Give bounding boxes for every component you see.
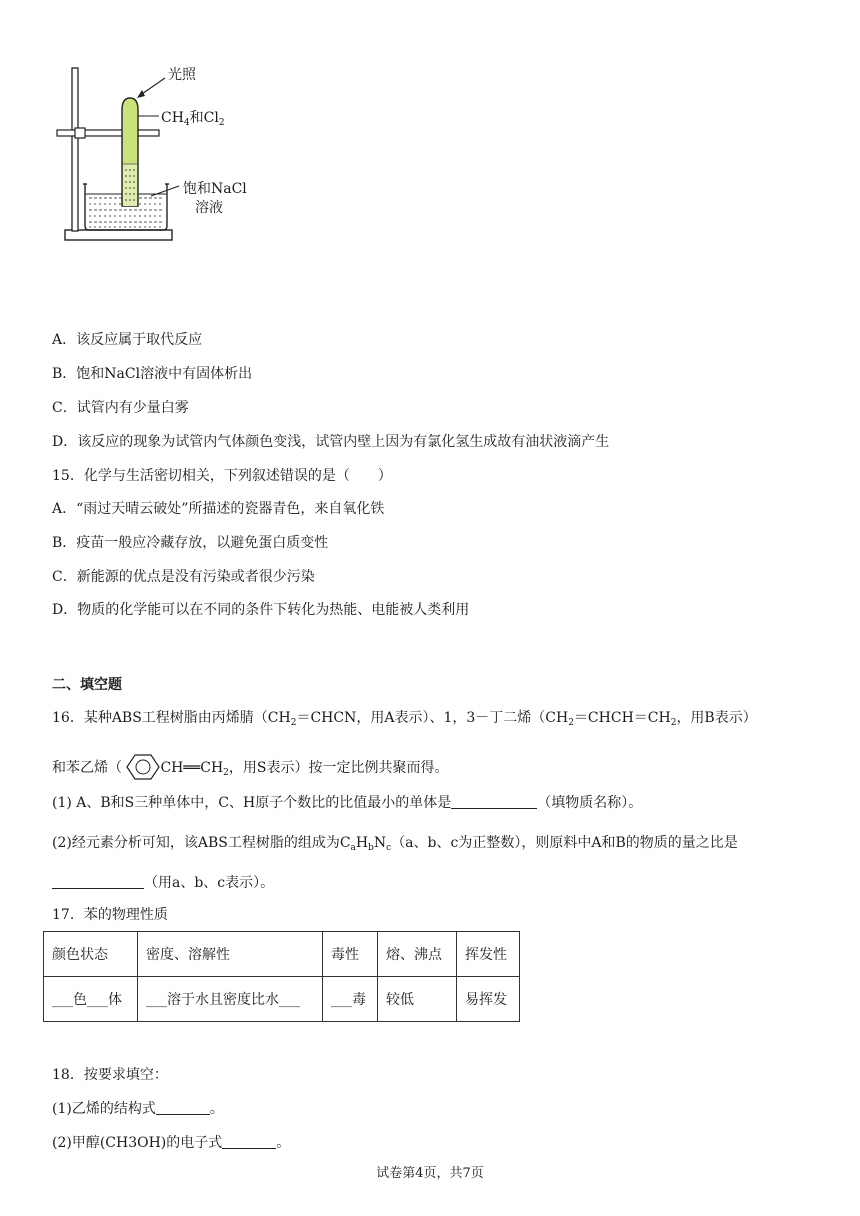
q16-part-2-cont: （用a、b、c表示）。 xyxy=(52,874,274,892)
label-gas xyxy=(161,107,225,128)
table-cell: ___溶于水且密度比水___ xyxy=(138,977,323,1022)
table-row xyxy=(44,977,520,1022)
label-solution-1: 饱和NaCl xyxy=(183,181,247,197)
answer-blank[interactable] xyxy=(222,1134,276,1149)
q14-option-c: C．试管内有少量白雾 xyxy=(52,400,189,416)
table-header-cell: 挥发性 xyxy=(457,932,520,977)
table-cell: ___色___体 xyxy=(44,977,138,1022)
benzene-properties-table xyxy=(43,931,520,1022)
q16-line-2: 和苯乙烯（ $CH══CH_2$，用S表示）按一定比例共聚而得。 xyxy=(52,753,448,782)
table-header-cell: 熔、沸点 xyxy=(378,932,457,977)
table-header-cell: 颜色状态 xyxy=(44,932,138,977)
q16-line-1: 16．某种ABS工程树脂由丙烯腈（$CH_2=CHCN$，用A表示）、1，3－丁二烯（$CH_2=CHCH=CH_2$，用B表示） xyxy=(52,710,757,728)
table-header-row xyxy=(44,932,520,977)
q18-part-2: (2)甲醇(CH3OH)的电子式 。 xyxy=(52,1135,291,1151)
q17-stem: 17．苯的物理性质 xyxy=(52,907,168,923)
benzene-ring-icon xyxy=(126,753,160,781)
stand-rod xyxy=(72,68,78,231)
table-cell: ___毒 xyxy=(323,977,378,1022)
apparatus-figure xyxy=(55,58,275,248)
page-footer: 试卷第4页，共7页 xyxy=(376,1166,484,1181)
label-light: 光照 xyxy=(168,67,196,83)
answer-blank[interactable] xyxy=(156,1100,210,1115)
q16-part-1: (1) A、B和S三种单体中，C、H原子个数比的比值最小的单体是 （填物质名称）。 xyxy=(52,795,643,811)
section-title: 二、填空题 xyxy=(52,677,122,693)
label-solution-2: 溶液 xyxy=(195,200,223,216)
q15-option-c: C．新能源的优点是没有污染或者很少污染 xyxy=(52,569,315,585)
table-header-cell: 密度、溶解性 xyxy=(138,932,323,977)
q18-stem: 18．按要求填空： xyxy=(52,1067,168,1083)
label-gas-text-2: 和Cl xyxy=(189,110,219,126)
q15-option-d: D．物质的化学能可以在不同的条件下转化为热能、电能被人类利用 xyxy=(52,602,470,618)
answer-blank[interactable] xyxy=(52,874,144,889)
label-gas-sub-2: 2 xyxy=(218,118,225,128)
table-header-cell: 毒性 xyxy=(323,932,378,977)
clamp-arm xyxy=(57,130,159,136)
q15-option-b: B．疫苗一般应冷藏存放，以避免蛋白质变性 xyxy=(52,535,329,551)
table-cell: 易挥发 xyxy=(457,977,520,1022)
label-gas-sub-1: 4 xyxy=(183,118,190,128)
label-gas-text-1: CH xyxy=(161,110,184,126)
table-cell: 较低 xyxy=(378,977,457,1022)
q14-option-b: B．饱和NaCl溶液中有固体析出 xyxy=(52,366,253,382)
q15-stem: 15．化学与生活密切相关，下列叙述错误的是（ ） xyxy=(52,468,392,484)
answer-blank[interactable] xyxy=(451,794,537,809)
q16-part-2: (2)经元素分析可知，该ABS工程树脂的组成为$C_aH_bN_c(a$、b、c为正整数），则原料中A和B的物质的量之比是 xyxy=(52,835,738,853)
q14-option-d: D．该反应的现象为试管内气体颜色变浅，试管内壁上因为有氯化氢生成故有油状液滴产生 xyxy=(52,434,610,450)
q14-option-a: A．该反应属于取代反应 xyxy=(52,332,203,348)
q18-part-1: (1)乙烯的结构式 。 xyxy=(52,1101,224,1117)
q15-option-a: A．“雨过天晴云破处”所描述的瓷器青色，来自氧化铁 xyxy=(52,501,385,517)
stand-base xyxy=(65,230,172,240)
